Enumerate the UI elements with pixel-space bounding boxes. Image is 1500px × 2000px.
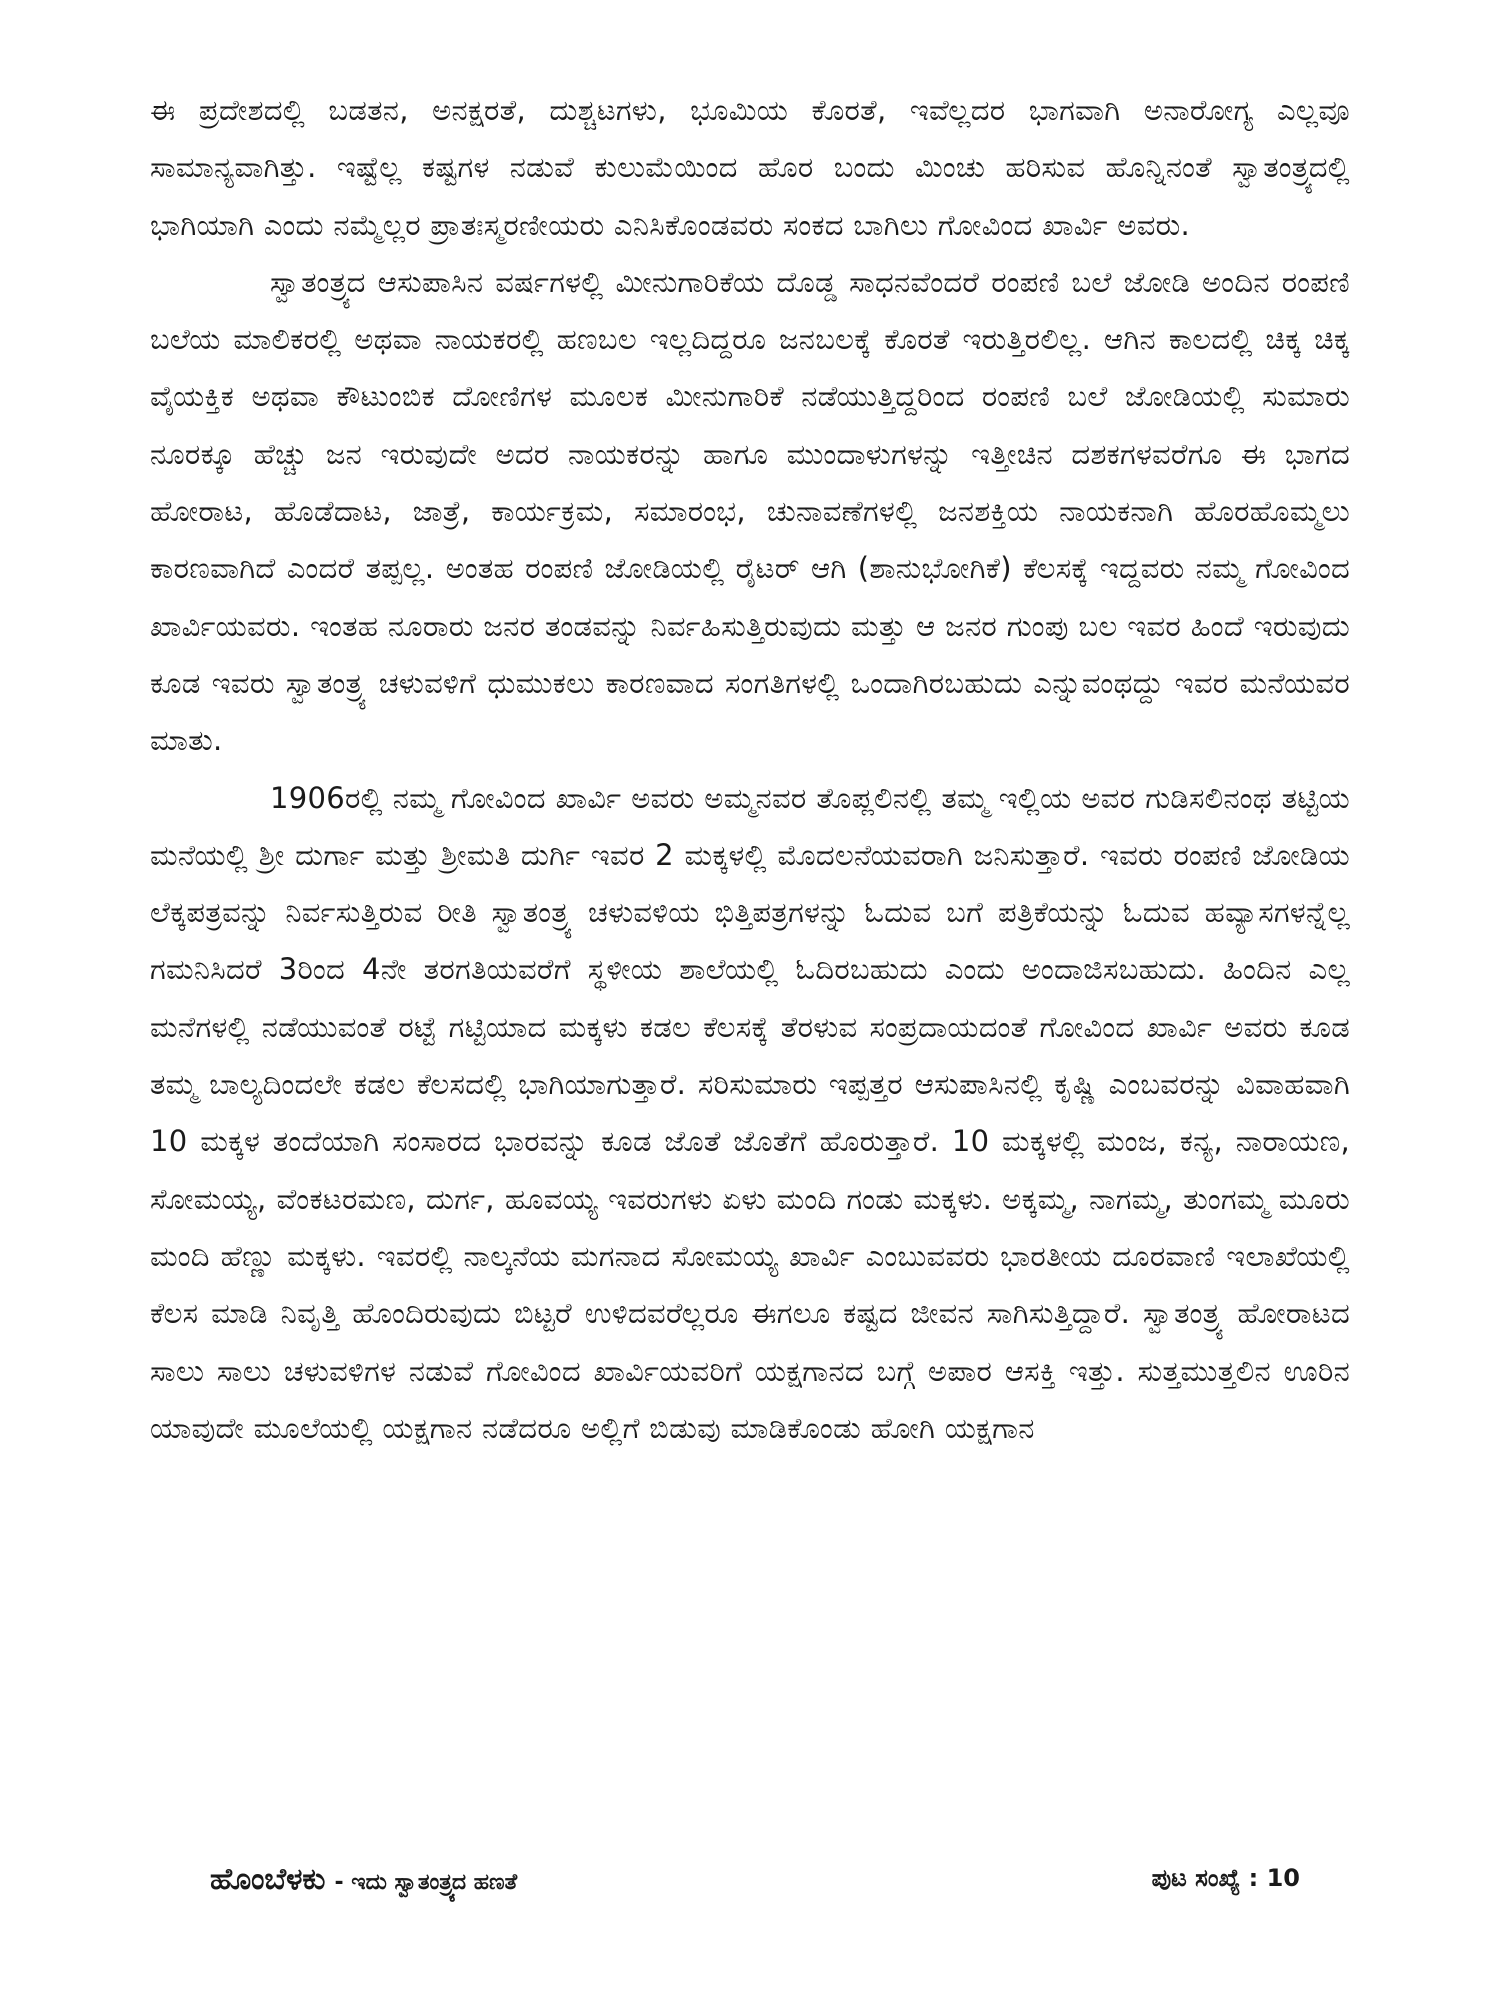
paragraph-biography: 1906ರಲ್ಲಿ ನಮ್ಮ ಗೋವಿಂದ ಖಾರ್ವಿ ಅವರು ಅಮ್ಮನವರ ತೊಪ್ಲಲಿನಲ್ಲಿ ತಮ್ಮ ಇಲ್ಲಿಯ ಅವರ ಗುಡಿಸಲಿನಂಥ ತಟ್ಟಿಯ ಮನೆಯಲ್ಲಿ ಶ್ರೀ ದುರ್ಗಾ ಮತ್ತು ಶ್ರೀಮತಿ ದುರ್ಗಿ ಇವರ 2 ಮಕ್ಕಳಲ್ಲಿ ಮೊದಲನೆಯವರಾಗಿ ಜನಿಸುತ್ತಾರೆ. ಇವರು ರಂಪಣಿ ಜೋಡಿಯ ಲೆಕ್ಕಪತ್ರವನ್ನು ನಿರ್ವಸುತ್ತಿರುವ ರೀತಿ ಸ್ವಾತಂತ್ರ್ಯ ಚಳುವಳಿಯ ಭಿತ್ತಿಪತ್ರಗಳನ್ನು ಓದುವ ಬಗೆ ಪತ್ರಿಕೆಯನ್ನು ಓದುವ ಹವ್ಯಾಸಗಳನ್ನೆಲ್ಲ ಗಮನಿಸಿದರೆ 3ರಿಂದ 4ನೇ ತರಗತಿಯವರೆಗೆ ಸ್ಥಳೀಯ ಶಾಲೆಯಲ್ಲಿ ಓದಿರಬಹುದು ಎಂದು ಅಂದಾಜಿಸಬಹುದು. ಹಿಂದಿನ ಎಲ್ಲ ಮನೆಗಳಲ್ಲಿ ನಡೆಯುವಂತೆ ರಟ್ಟೆ ಗಟ್ಟಿಯಾದ ಮಕ್ಕಳು ಕಡಲ ಕೆಲಸಕ್ಕೆ ತೆರಳುವ ಸಂಪ್ರದಾಯದಂತೆ ಗೋವಿಂದ ಖಾರ್ವಿ ಅವರು ಕೂಡ ತಮ್ಮ ಬಾಲ್ಯದಿಂದಲೇ ಕಡಲ ಕೆಲಸದಲ್ಲಿ ಭಾಗಿಯಾಗುತ್ತಾರೆ. ಸರಿಸುಮಾರು ಇಪ್ಪತ್ತರ ಆಸುಪಾಸಿನಲ್ಲಿ ಕೃಷ್ಣಿ ಎಂಬವರನ್ನು ವಿವಾಹವಾಗಿ 10 ಮಕ್ಕಳ ತಂದೆಯಾಗಿ ಸಂಸಾರದ ಭಾರವನ್ನು ಕೂಡ ಜೊತೆ ಜೊತೆಗೆ ಹೊರುತ್ತಾರೆ. 10 ಮಕ್ಕಳಲ್ಲಿ ಮಂಜ, ಕನ್ಯ, ನಾರಾಯಣ, ಸೋಮಯ್ಯ, ವೆಂಕಟರಮಣ, ದುರ್ಗ, ಹೂವಯ್ಯ ಇವರುಗಳು ಏಳು ಮಂದಿ ಗಂಡು ಮಕ್ಕಳು. ಅಕ್ಕಮ್ಮ, ನಾಗಮ್ಮ, ತುಂಗಮ್ಮ ಮೂರು ಮಂದಿ ಹೆಣ್ಣು ಮಕ್ಕಳು. ಇವರಲ್ಲಿ ನಾಲ್ಕನೆಯ ಮಗನಾದ ಸೋಮಯ್ಯ ಖಾರ್ವಿ ಎಂಬುವವರು ಭಾರತೀಯ ದೂರವಾಣಿ ಇಲಾಖೆಯಲ್ಲಿ ಕೆಲಸ ಮಾಡಿ ನಿವೃತ್ತಿ ಹೊಂದಿರುವುದು ಬಿಟ್ಟರೆ ಉಳಿದವರೆಲ್ಲರೂ ಈಗಲೂ ಕಷ್ಟದ ಜೀವನ ಸಾಗಿಸುತ್ತಿದ್ದಾರೆ. ಸ್ವಾತಂತ್ರ್ಯ ಹೋರಾಟದ ಸಾಲು ಸಾಲು ಚಳುವಳಿಗಳ ನಡುವೆ ಗೋವಿಂದ ಖಾರ್ವಿಯವರಿಗೆ ಯಕ್ಷಗಾನದ ಬಗ್ಗೆ ಅಪಾರ ಆಸಕ್ತಿ ಇತ್ತು. ಸುತ್ತಮುತ್ತಲಿನ ಊರಿನ ಯಾವುದೇ ಮೂಲೆಯಲ್ಲಿ ಯಕ್ಷಗಾನ ನಡೆದರೂ ಅಲ್ಲಿಗೆ ಬಿಡುವು ಮಾಡಿಕೊಂಡು ಹೋಗಿ ಯಕ್ಷಗಾನ xyxy=(150,780,1350,1445)
paragraph-intro: ಈ ಪ್ರದೇಶದಲ್ಲಿ ಬಡತನ, ಅನಕ್ಷರತೆ, ದುಶ್ಚಟಗಳು, ಭೂಮಿಯ ಕೊರತೆ, ಇವೆಲ್ಲದರ ಭಾಗವಾಗಿ ಅನಾರೋಗ್ಯ ಎಲ್ಲವೂ ಸಾಮಾನ್ಯವಾಗಿತ್ತು. ಇಷ್ಟೆಲ್ಲ ಕಷ್ಟಗಳ ನಡುವೆ ಕುಲುಮೆಯಿಂದ ಹೊರ ಬಂದು ಮಿಂಚು ಹರಿಸುವ ಹೊನ್ನಿನಂತೆ ಸ್ವಾತಂತ್ರ್ಯದಲ್ಲಿ ಭಾಗಿಯಾಗಿ ಎಂದು ನಮ್ಮೆಲ್ಲರ ಪ್ರಾತಃಸ್ಮರಣೀಯರು ಎನಿಸಿಕೊಂಡವರು ಸಂಕದ ಬಾಗಿಲು ಗೋವಿಂದ ಖಾರ್ವಿ ಅವರು. xyxy=(150,93,1350,242)
body-text xyxy=(150,82,1350,1457)
paragraph-rampani-net: ಸ್ವಾತಂತ್ರ್ಯದ ಆಸುಪಾಸಿನ ವರ್ಷಗಳಲ್ಲಿ ಮೀನುಗಾರಿಕೆಯ ದೊಡ್ಡ ಸಾಧನವೆಂದರೆ ರಂಪಣಿ ಬಲೆ ಜೋಡಿ ಅಂದಿನ ರಂಪಣಿ ಬಲೆಯ ಮಾಲಿಕರಲ್ಲಿ ಅಥವಾ ನಾಯಕರಲ್ಲಿ ಹಣಬಲ ಇಲ್ಲದಿದ್ದರೂ ಜನಬಲಕ್ಕೆ ಕೊರತೆ ಇರುತ್ತಿರಲಿಲ್ಲ. ಆಗಿನ ಕಾಲದಲ್ಲಿ ಚಿಕ್ಕ ಚಿಕ್ಕ ವೈಯಕ್ತಿಕ ಅಥವಾ ಕೌಟುಂಬಿಕ ದೋಣಿಗಳ ಮೂಲಕ ಮೀನುಗಾರಿಕೆ ನಡೆಯುತ್ತಿದ್ದರಿಂದ ರಂಪಣಿ ಬಲೆ ಜೋಡಿಯಲ್ಲಿ ಸುಮಾರು ನೂರಕ್ಕೂ ಹೆಚ್ಚು ಜನ ಇರುವುದೇ ಅದರ ನಾಯಕರನ್ನು ಹಾಗೂ ಮುಂದಾಳುಗಳನ್ನು ಇತ್ತೀಚಿನ ದಶಕಗಳವರೆಗೂ ಈ ಭಾಗದ ಹೋರಾಟ, ಹೊಡೆದಾಟ, ಜಾತ್ರೆ, ಕಾರ್ಯಕ್ರಮ, ಸಮಾರಂಭ, ಚುನಾವಣೆಗಳಲ್ಲಿ ಜನಶಕ್ತಿಯ ನಾಯಕನಾಗಿ ಹೊರಹೊಮ್ಮಲು ಕಾರಣವಾಗಿದೆ ಎಂದರೆ ತಪ್ಪಲ್ಲ. ಅಂತಹ ರಂಪಣಿ ಜೋಡಿಯಲ್ಲಿ ರೈಟರ್ ಆಗಿ (ಶಾನುಭೋಗಿಕೆ) ಕೆಲಸಕ್ಕೆ ಇದ್ದವರು ನಮ್ಮ ಗೋವಿಂದ ಖಾರ್ವಿಯವರು. ಇಂತಹ ನೂರಾರು ಜನರ ತಂಡವನ್ನು ನಿರ್ವಹಿಸುತ್ತಿರುವುದು ಮತ್ತು ಆ ಜನರ ಗುಂಪು ಬಲ ಇವರ ಹಿಂದೆ ಇರುವುದು ಕೂಡ ಇವರು ಸ್ವಾತಂತ್ರ್ಯ ಚಳುವಳಿಗೆ ಧುಮುಕಲು ಕಾರಣವಾದ ಸಂಗತಿಗಳಲ್ಲಿ ಒಂದಾಗಿರಬಹುದು ಎನ್ನುವಂಥದ್ದು ಇವರ ಮನೆಯವರ ಮಾತು. xyxy=(150,264,1350,758)
footer-brand: ಹೊಂಬೆಳಕು xyxy=(210,1862,326,1897)
footer-title xyxy=(210,1862,517,1897)
page-number: ಪುಟ ಸಂಖ್ಯೆ : 10 xyxy=(1151,1864,1300,1892)
footer-subtitle: - ಇದು ಸ್ವಾತಂತ್ರ್ಯದ ಹಣತೆ xyxy=(334,1870,518,1895)
page-footer xyxy=(210,1862,1300,1902)
